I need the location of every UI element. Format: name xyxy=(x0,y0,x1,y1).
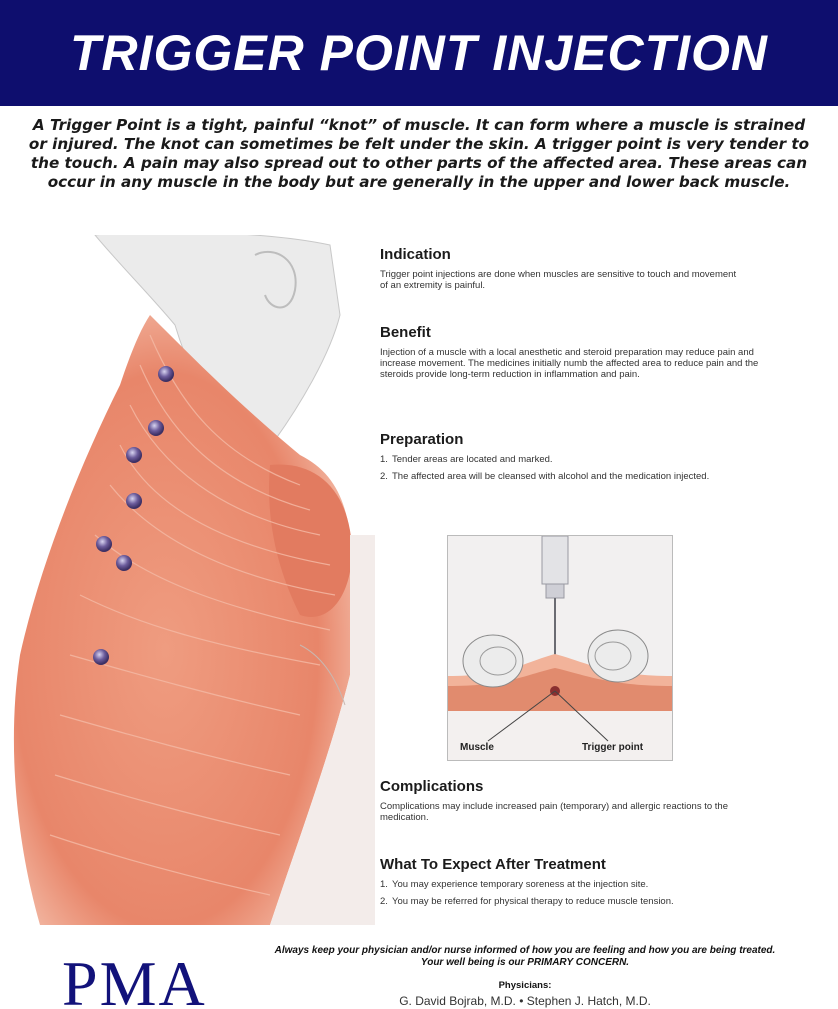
list-item: 1. You may experience temporary soreness at the injection site. xyxy=(380,879,649,890)
title-banner xyxy=(0,0,838,106)
trigger-point-icon xyxy=(93,649,109,665)
neck-back-muscle-illustration xyxy=(0,235,375,925)
injection-diagram xyxy=(447,535,673,761)
trigger-point-icon xyxy=(148,420,164,436)
physicians-names: G. David Bojrab, M.D. • Stephen J. Hatch, M.D. xyxy=(399,994,651,1008)
indication-text: Trigger point injections are done when muscles are sensitive to touch and movement of an extremity is painful. xyxy=(380,269,737,291)
section-complications xyxy=(380,778,800,823)
footer-note: Always keep your physician and/or nurse informed of how you are feeling and how you are being treated. Your well being is our PRIMARY CONCERN. xyxy=(274,945,776,968)
syringe-icon xyxy=(542,536,568,584)
logo-text: PMA xyxy=(62,952,207,1009)
diagram-label-trigger-point: Trigger point xyxy=(582,742,644,753)
list-item: 1. Tender areas are located and marked. xyxy=(380,454,553,465)
indication-heading: Indication xyxy=(380,246,451,263)
pma-logo xyxy=(62,952,242,1009)
benefit-text: Injection of a muscle with a local anesthetic and steroid preparation may reduce pain and increase movement. The medicines initially numb the affected area to reduce pain and the steroids provide long-term reduction in inflammation and pain. xyxy=(380,347,759,380)
complications-text: Complications may include increased pain (temporary) and allergic reactions to the medication. xyxy=(380,801,728,823)
trigger-point-icon xyxy=(126,447,142,463)
section-benefit xyxy=(380,324,800,380)
trigger-point-icon xyxy=(158,366,174,382)
list-item: 2. You may be referred for physical therapy to reduce muscle tension. xyxy=(380,896,674,907)
section-preparation xyxy=(380,431,800,488)
after-treatment-heading: What To Expect After Treatment xyxy=(380,856,606,873)
trigger-point-icon xyxy=(116,555,132,571)
trigger-point-icon xyxy=(126,493,142,509)
section-after-treatment xyxy=(380,856,800,913)
intro-paragraph: A Trigger Point is a tight, painful “knot” of muscle. It can form where a muscle is strained or injured. The knot can sometimes be felt under the skin. A trigger point is very tender to the touch. A pain may also spread out to other parts of the affected area. These areas can occur in any muscle in the body but are generally in the upper and lower back muscle. xyxy=(28,116,810,191)
preparation-heading: Preparation xyxy=(380,431,464,448)
page-title: TRIGGER POINT INJECTION xyxy=(69,25,769,81)
list-item: 2. The affected area will be cleansed with alcohol and the medication injected. xyxy=(380,471,710,482)
section-indication xyxy=(380,246,800,291)
benefit-heading: Benefit xyxy=(380,324,431,341)
complications-heading: Complications xyxy=(380,778,484,795)
diagram-label-muscle: Muscle xyxy=(460,742,494,753)
trigger-point-icon xyxy=(96,536,112,552)
physicians-heading: Physicians: xyxy=(498,980,552,991)
